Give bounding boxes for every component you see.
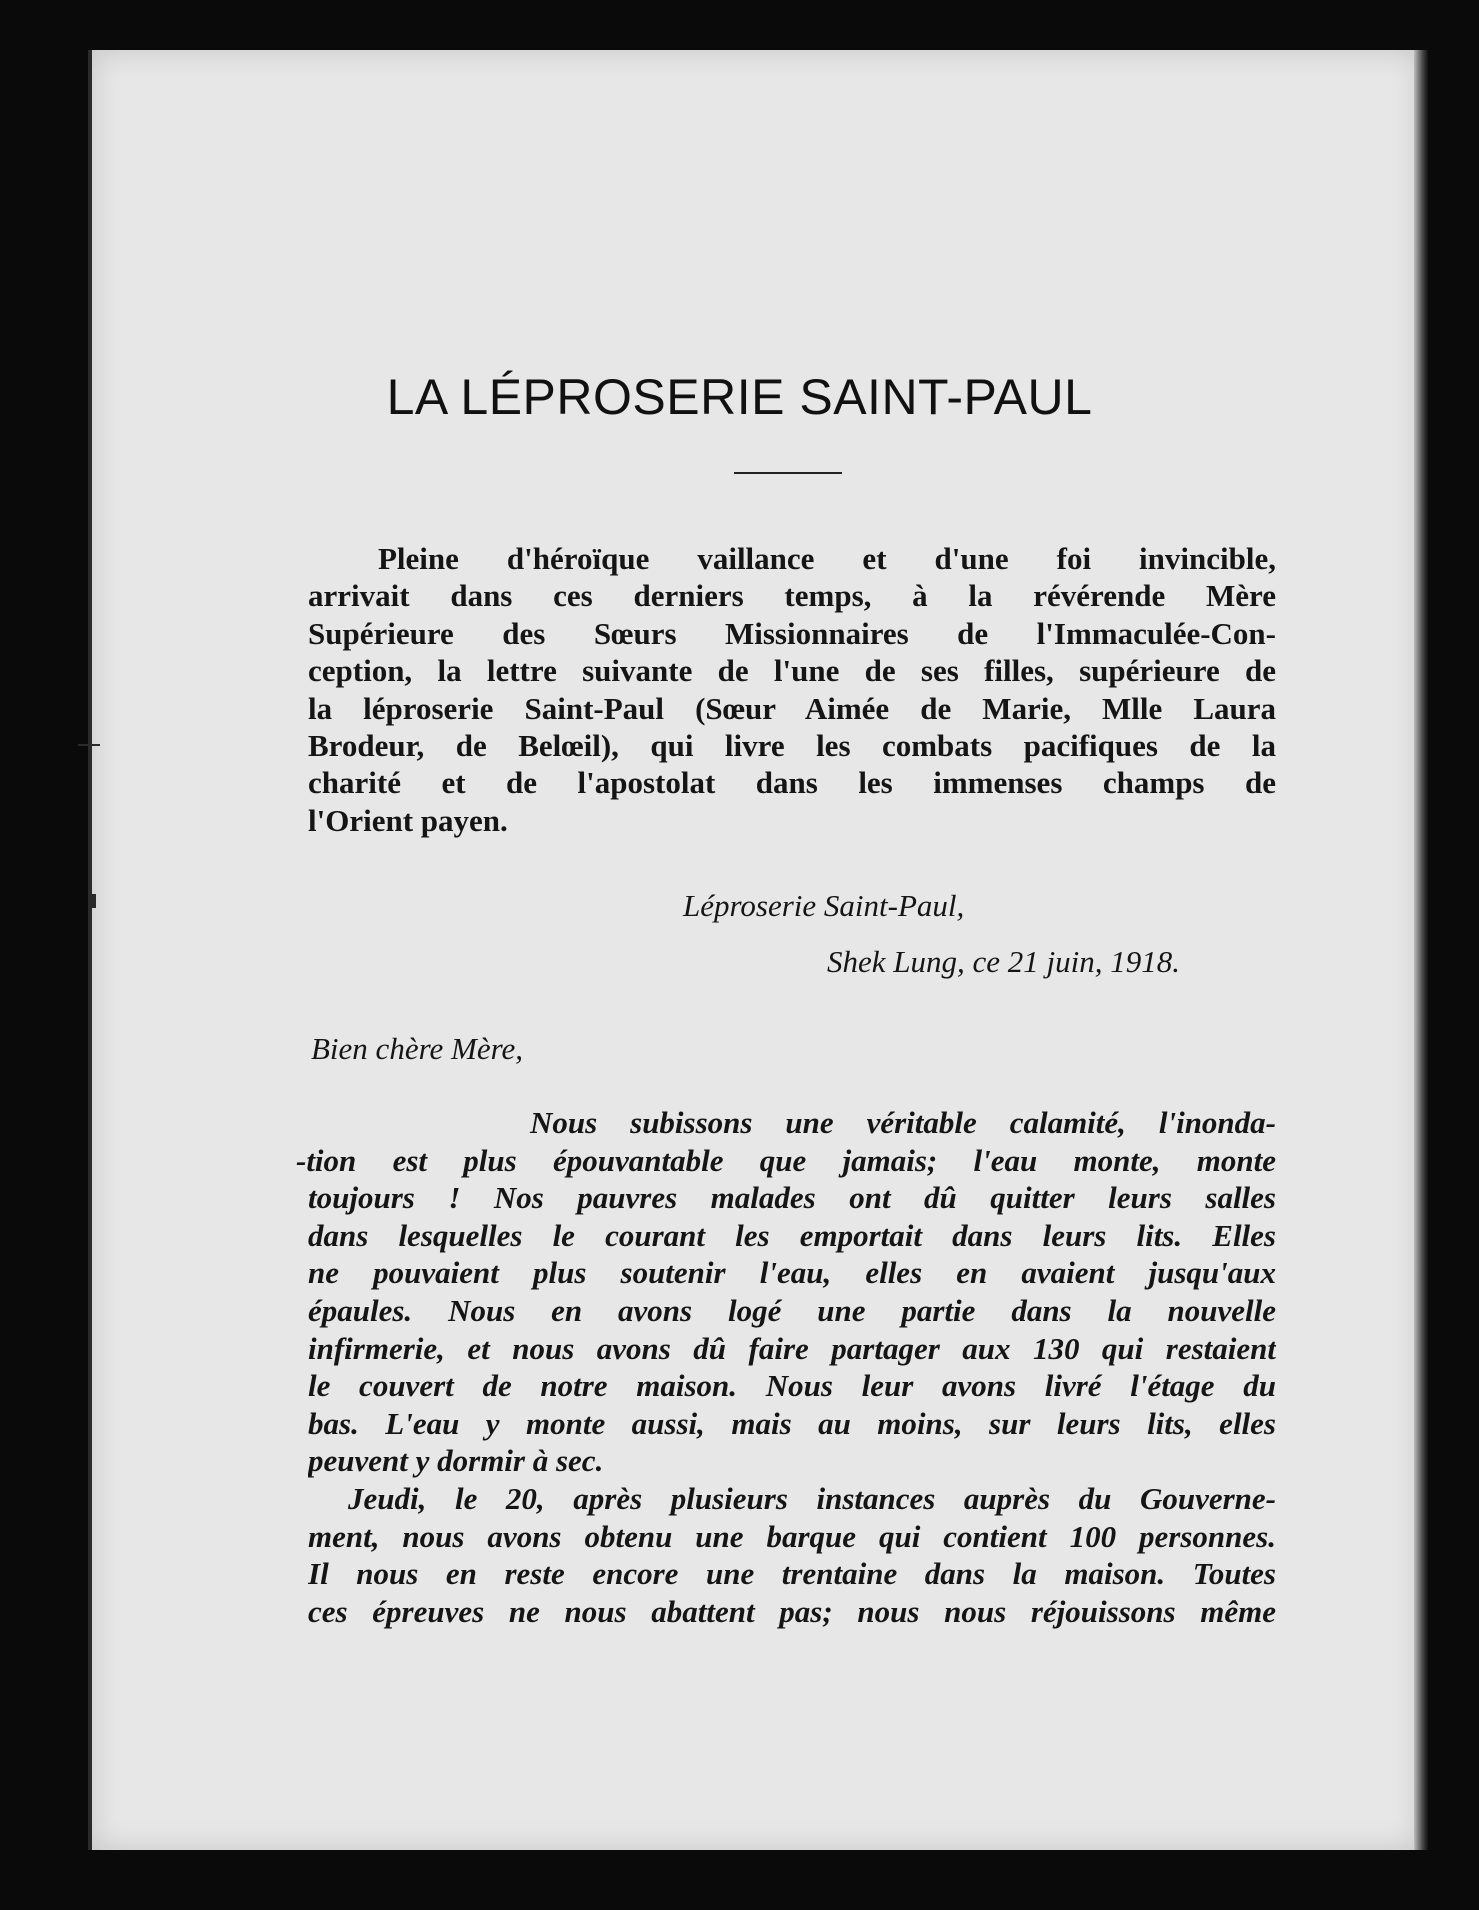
intro-line: charité et de l'apostolat dans les immenses champs de — [308, 765, 1276, 801]
letter-place: Léproserie Saint-Paul, — [683, 888, 965, 923]
letter-line: Jeudi, le 20, après plusieurs instances auprès du Gouverne- — [348, 1480, 1276, 1516]
page-right-edge — [1414, 50, 1428, 1850]
letter-line: toujours ! Nos pauvres malades ont dû quitter leurs salles — [308, 1180, 1276, 1216]
letter-salutation: Bien chère Mère, — [311, 1031, 524, 1066]
margin-tick-mark — [78, 744, 100, 746]
letter-line: Il nous en reste encore une trentaine dans la maison. Toutes — [308, 1556, 1276, 1592]
intro-line: Supérieure des Sœurs Missionnaires de l'Immaculée-Con- — [308, 615, 1276, 651]
margin-tick-mark — [90, 894, 96, 908]
letter-date: Shek Lung, ce 21 juin, 1918. — [827, 944, 1181, 979]
intro-paragraph — [308, 540, 1276, 839]
intro-line: arrivait dans ces derniers temps, à la révérende Mère — [308, 578, 1276, 614]
intro-line: ception, la lettre suivante de l'une de ses filles, supérieure de — [308, 653, 1276, 689]
intro-line: l'Orient payen. — [308, 802, 508, 838]
letter-line: ment, nous avons obtenu une barque qui contient 100 personnes. — [308, 1518, 1276, 1554]
letter-line: ne pouvaient plus soutenir l'eau, elles en avaient jusqu'aux — [308, 1255, 1276, 1291]
page-title: LA LÉPROSERIE SAINT-PAUL — [386, 369, 1093, 425]
letter-line: bas. L'eau y monte aussi, mais au moins, sur leurs lits, elles — [308, 1405, 1276, 1441]
letter-line: -tion est plus épouvantable que jamais; l'eau monte, monte — [296, 1142, 1276, 1178]
letter-line: le couvert de notre maison. Nous leur avons livré l'étage du — [308, 1368, 1276, 1404]
intro-line: Pleine d'héroïque vaillance et d'une foi invincible, — [378, 541, 1276, 576]
intro-line: Brodeur, de Belœil), qui livre les combats pacifiques de la — [308, 728, 1276, 764]
letter-line: épaules. Nous en avons logé une partie dans la nouvelle — [308, 1292, 1276, 1328]
letter-line: peuvent y dormir à sec. — [308, 1443, 604, 1479]
letter-line: dans lesquelles le courant les emportait dans leurs lits. Elles — [308, 1217, 1276, 1253]
letter-line: infirmerie, et nous avons dû faire partager aux 130 qui restaient — [308, 1330, 1276, 1366]
page-left-edge — [88, 50, 92, 1850]
letter-line: ces épreuves ne nous abattent pas; nous nous réjouissons même — [308, 1593, 1276, 1629]
title-divider — [734, 472, 842, 474]
letter-line: Nous subissons une véritable calamité, l'inonda- — [530, 1105, 1276, 1140]
letter-body — [296, 1104, 1276, 1630]
intro-line: la léproserie Saint-Paul (Sœur Aimée de Marie, Mlle Laura — [308, 690, 1276, 726]
